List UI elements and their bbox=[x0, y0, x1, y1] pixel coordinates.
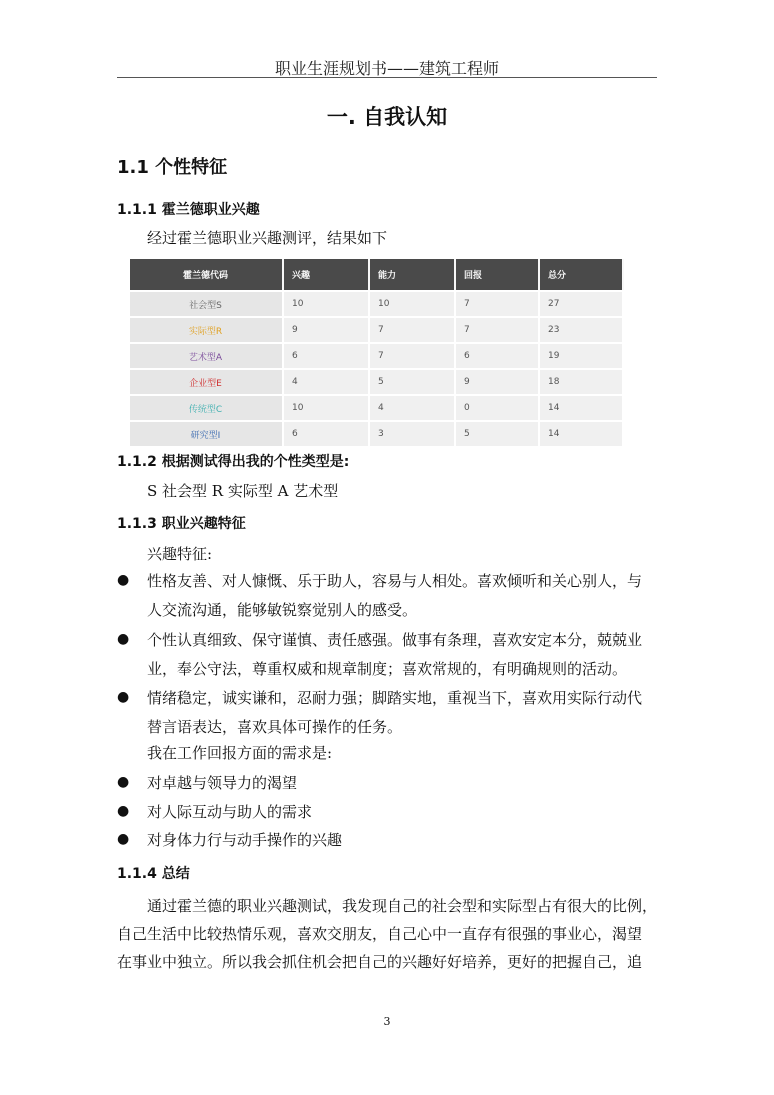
summary-line: 通过霍兰德的职业兴趣测试，我发现自己的社会型和实际型占有很大的比例， bbox=[147, 897, 658, 915]
bullet-icon: ● bbox=[117, 803, 130, 819]
list-item: 对卓越与领导力的渴望 bbox=[147, 774, 298, 792]
table-cell: 27 bbox=[540, 290, 624, 316]
list-item-line: 业，奉公守法，尊重权威和规章制度；喜欢常规的，有明确规则的活动。 bbox=[147, 660, 628, 678]
list-item-line: 性格友善、对人慷慨、乐于助人，容易与人相处。喜欢倾听和关心别人，与 bbox=[147, 572, 643, 590]
holland-code-cell: 社会型S bbox=[130, 290, 284, 316]
bullet-icon: ● bbox=[117, 831, 130, 847]
bullet-icon: ● bbox=[117, 631, 130, 647]
list-item: 对身体力行与动手操作的兴趣 bbox=[147, 831, 343, 849]
table-row bbox=[130, 290, 624, 316]
holland-code-cell: 艺术型A bbox=[130, 342, 284, 368]
table-cell: 23 bbox=[540, 316, 624, 342]
section-title: 1.1 个性特征 bbox=[117, 157, 228, 178]
table-cell: 18 bbox=[540, 368, 624, 394]
subsection-title-1-1-1: 1.1.1 霍兰德职业兴趣 bbox=[117, 202, 260, 218]
interest-traits-lead: 兴趣特征: bbox=[147, 545, 213, 563]
table-cell: 0 bbox=[456, 394, 540, 420]
table-cell: 10 bbox=[284, 394, 370, 420]
table-cell: 7 bbox=[456, 316, 540, 342]
running-header: 职业生涯规划书——建筑工程师 bbox=[274, 59, 499, 78]
table-cell: 7 bbox=[456, 290, 540, 316]
summary-line: 在事业中独立。所以我会抓住机会把自己的兴趣好好培养，更好的把握自己，追 bbox=[117, 953, 643, 971]
list-item-line: 个性认真细致、保守谨慎、责任感强。做事有条理，喜欢安定本分，兢兢业 bbox=[147, 631, 643, 649]
holland-results-table bbox=[130, 259, 624, 441]
summary-paragraph bbox=[117, 892, 662, 976]
table-cell: 5 bbox=[370, 368, 456, 394]
holland-code-cell: 研究型I bbox=[130, 420, 284, 446]
holland-intro-text: 经过霍兰德职业兴趣测评，结果如下 bbox=[147, 229, 388, 247]
bullet-icon: ● bbox=[117, 774, 130, 790]
holland-code-cell: 企业型E bbox=[130, 368, 284, 394]
holland-table bbox=[130, 259, 624, 446]
bullet-icon: ● bbox=[117, 689, 130, 705]
table-cell: 4 bbox=[370, 394, 456, 420]
table-cell: 6 bbox=[284, 420, 370, 446]
table-header-cell: 回报 bbox=[456, 259, 540, 290]
bullet-icon: ● bbox=[117, 572, 130, 588]
needs-lead: 我在工作回报方面的需求是: bbox=[147, 744, 333, 762]
list-item-line: 人交流沟通，能够敏锐察觉别人的感受。 bbox=[147, 601, 418, 619]
table-cell: 9 bbox=[456, 368, 540, 394]
table-header-row bbox=[130, 259, 624, 290]
table-cell: 10 bbox=[284, 290, 370, 316]
table-cell: 5 bbox=[456, 420, 540, 446]
holland-code-cell: 实际型R bbox=[130, 316, 284, 342]
subsection-title-1-1-2: 1.1.2 根据测试得出我的个性类型是: bbox=[117, 454, 350, 470]
subsection-title-1-1-4: 1.1.4 总结 bbox=[117, 866, 190, 882]
header-divider bbox=[117, 77, 657, 78]
table-cell: 14 bbox=[540, 420, 624, 446]
table-header-cell: 总分 bbox=[540, 259, 624, 290]
table-cell: 14 bbox=[540, 394, 624, 420]
chapter-title: 一. 自我认知 bbox=[326, 105, 448, 129]
table-cell: 4 bbox=[284, 368, 370, 394]
list-item: 对人际互动与助人的需求 bbox=[147, 803, 313, 821]
table-cell: 7 bbox=[370, 342, 456, 368]
table-row bbox=[130, 368, 624, 394]
table-cell: 6 bbox=[284, 342, 370, 368]
table-header-cell: 霍兰德代码 bbox=[130, 259, 284, 290]
table-header-cell: 能力 bbox=[370, 259, 456, 290]
table-row bbox=[130, 342, 624, 368]
list-item-line: 情绪稳定，诚实谦和，忍耐力强；脚踏实地，重视当下，喜欢用实际行动代 bbox=[147, 689, 643, 707]
table-header-cell: 兴趣 bbox=[284, 259, 370, 290]
table-cell: 19 bbox=[540, 342, 624, 368]
page-number: 3 bbox=[383, 1015, 391, 1028]
table-row bbox=[130, 420, 624, 446]
table-row bbox=[130, 316, 624, 342]
table-row bbox=[130, 394, 624, 420]
table-cell: 9 bbox=[284, 316, 370, 342]
list-item-line: 替言语表达，喜欢具体可操作的任务。 bbox=[147, 718, 403, 736]
subsection-title-1-1-3: 1.1.3 职业兴趣特征 bbox=[117, 516, 246, 532]
table-cell: 6 bbox=[456, 342, 540, 368]
summary-line: 自己生活中比较热情乐观，喜欢交朋友，自己心中一直存有很强的事业心，渴望 bbox=[117, 925, 643, 943]
table-cell: 3 bbox=[370, 420, 456, 446]
holland-code-cell: 传统型C bbox=[130, 394, 284, 420]
table-cell: 10 bbox=[370, 290, 456, 316]
personality-type-text: S 社会型 R 实际型 A 艺术型 bbox=[147, 482, 339, 500]
table-cell: 7 bbox=[370, 316, 456, 342]
